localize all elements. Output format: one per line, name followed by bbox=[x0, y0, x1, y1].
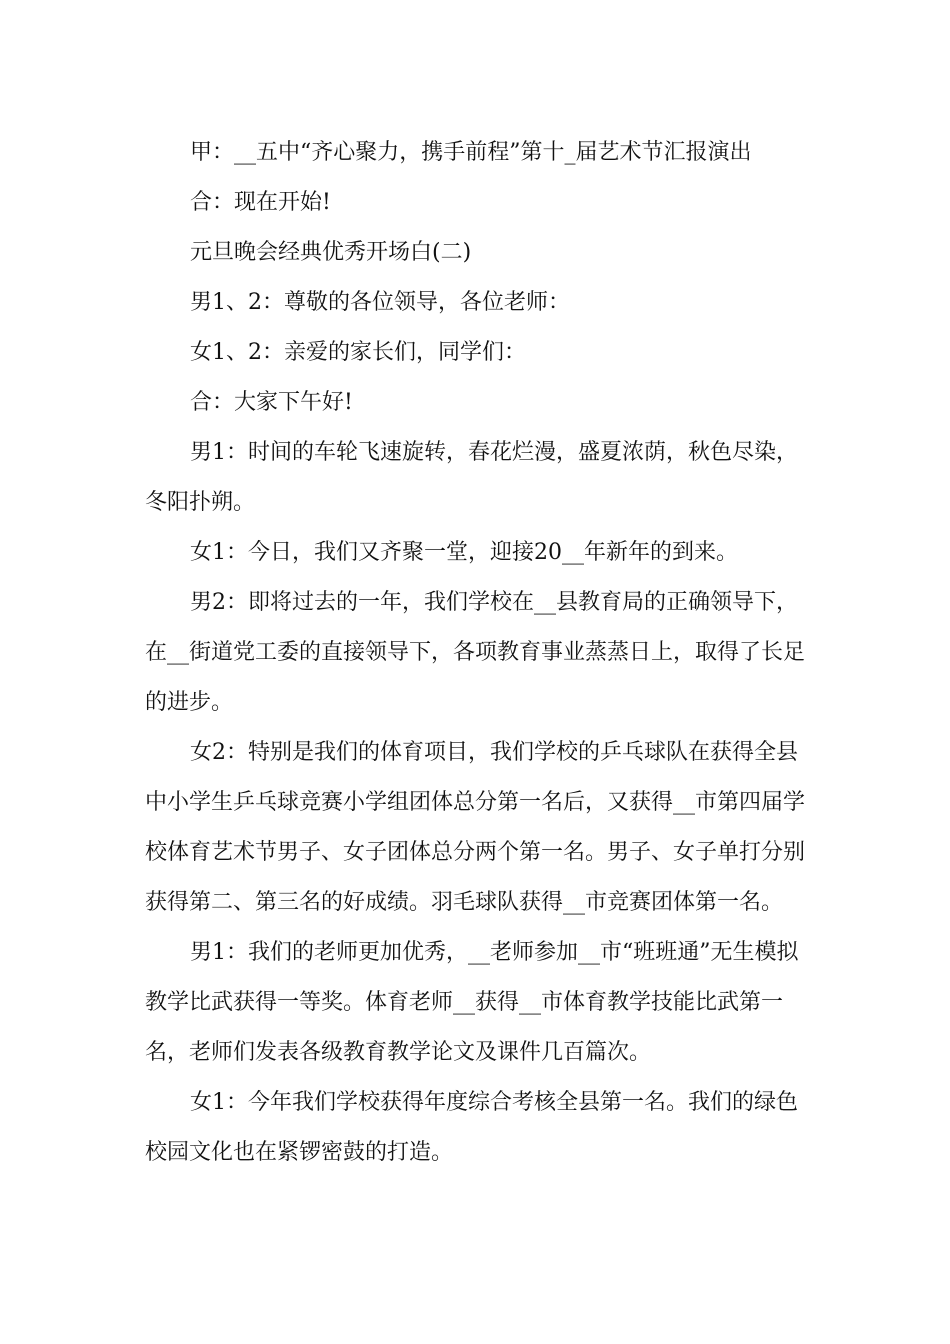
paragraph-greeting-parents: 女1、2：亲爱的家长们，同学们： bbox=[190, 340, 526, 365]
paragraph-new-year: 女1：今日，我们又齐聚一堂，迎接20__年新年的到来。 bbox=[190, 540, 738, 565]
paragraph-greeting-leaders: 男1、2：尊敬的各位领导，各位老师： bbox=[190, 290, 570, 315]
section-heading: 元旦晚会经典优秀开场白(二) bbox=[190, 240, 472, 265]
paragraph-good-afternoon: 合：大家下午好! bbox=[190, 390, 353, 415]
paragraph-sports-achievements: 女2：特别是我们的体育项目，我们学校的乒乓球队在获得全县中小学生乒乓球竞赛小学组团体总分第一名后，又获得__市第四届学校体育艺术节男子、女子团体总分两个第一名。男子、女子单打分别获得第二、第三名的好成绩。羽毛球队获得__市竞赛团体第一名。 bbox=[145, 740, 806, 915]
paragraph-school-ranking: 女1：今年我们学校获得年度综合考核全县第一名。我们的绿色校园文化也在紧锣密鼓的打造。 bbox=[145, 1090, 798, 1165]
paragraph-opening-announcement: 甲：__五中“齐心聚力，携手前程”第十_届艺术节汇报演出 bbox=[190, 140, 752, 165]
paragraph-start: 合：现在开始! bbox=[190, 190, 331, 215]
document-body bbox=[145, 128, 810, 1178]
paragraph-school-progress: 男2：即将过去的一年，我们学校在__县教育局的正确领导下，在__街道党工委的直接领导下，各项教育事业蒸蒸日上，取得了长足的进步。 bbox=[145, 590, 806, 715]
paragraph-teacher-achievements: 男1：我们的老师更加优秀，__老师参加__市“班班通”无生模拟教学比武获得一等奖。体育老师__获得__市体育教学技能比武第一名，老师们发表各级教育教学论文及课件几百篇次。 bbox=[145, 940, 799, 1065]
paragraph-seasons: 男1：时间的车轮飞速旋转，春花烂漫，盛夏浓荫，秋色尽染，冬阳扑朔。 bbox=[145, 440, 798, 515]
